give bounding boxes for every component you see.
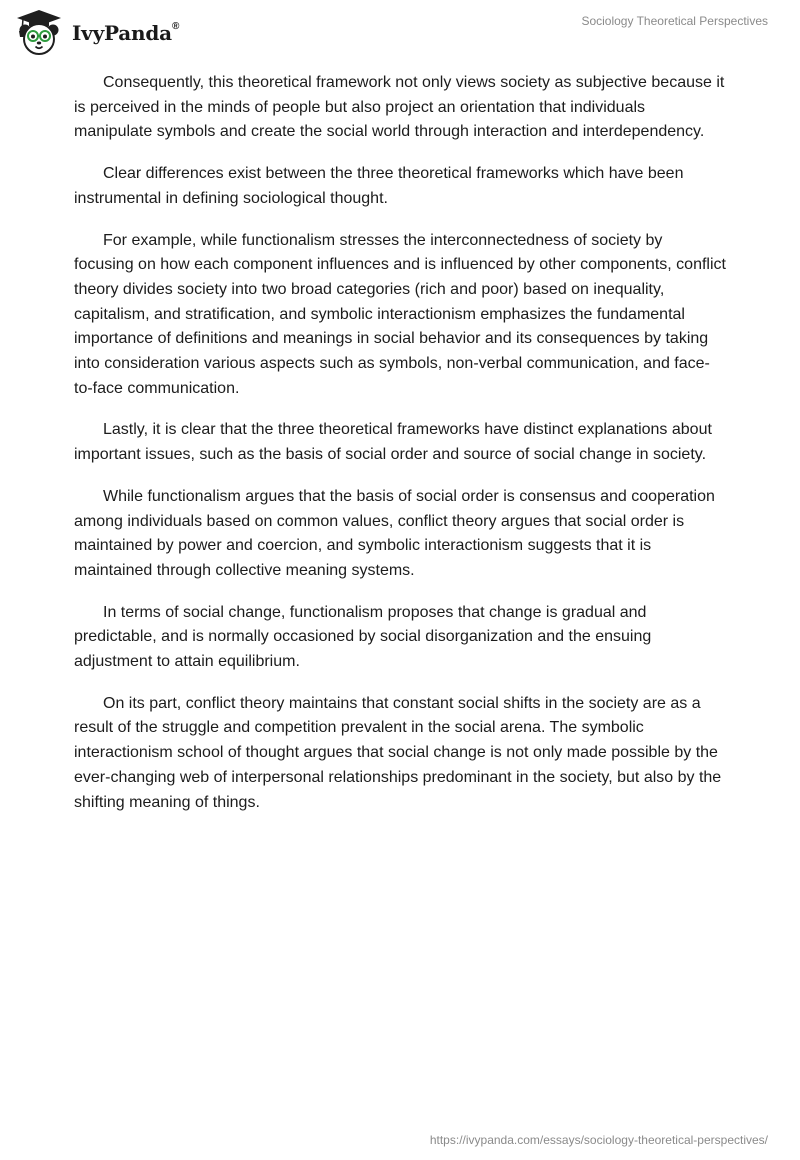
paragraph: Lastly, it is clear that the three theoretical frameworks have distinct explanations about important issues, such as the basis of social order and source of social change in society. [74,421,712,464]
paragraph: Consequently, this theoretical framework not only views society as subjective because it is perceived in the minds of people but also project an orientation that individuals manipulate symbols and create the social world through interaction and interdependency. [74,74,725,141]
essay-body [74,71,726,832]
paragraph: Clear differences exist between the three theoretical frameworks which have been instrumental in defining sociological thought. [74,165,684,207]
brand-name[interactable] [72,21,179,45]
registered-mark: ® [171,21,180,33]
source-url[interactable]: https://ivypanda.com/essays/sociology-theoretical-perspectives/ [429,1133,768,1147]
paragraph: In terms of social change, functionalism proposes that change is gradual and predictable, and is normally occasioned by social disorganization and the ensuing adjustment to attain equilibrium. [74,603,652,671]
paragraph: While functionalism argues that the basis of social order is consensus and cooperation among individuals based on common values, conflict theory argues that social order is maintained by power and coercion, and symbolic interactionism suggests that it is maintained through collective meaning systems. [74,487,715,579]
paragraph: For example, while functionalism stresses the interconnectedness of society by focusing on how each component influences and is influenced by other components, conflict theory divides society into two broad categories (rich and poor) based on inequality, capitalism, and stratification, and symbolic interactionism emphasizes the fundamental importance of definitions and meanings in social behavior and its consequences by taking into consideration various aspects such as symbols, non-verbal communication, and face-to-face communication. [74,231,726,397]
page-header [0,0,800,62]
panda-graduate-icon[interactable] [14,7,64,57]
paragraph: On its part, conflict theory maintains that constant social shifts in the society are as a result of the struggle and competition prevalent in the social arena. The symbolic interactionism school of thought argues that social change is not only made possible by the ever-changing web of interpersonal relationships predominant in the society, but also by the shifting meaning of things. [74,694,722,811]
brand-name-text: IvyPanda [72,21,172,45]
document-title: Sociology Theoretical Perspectives [581,14,768,28]
